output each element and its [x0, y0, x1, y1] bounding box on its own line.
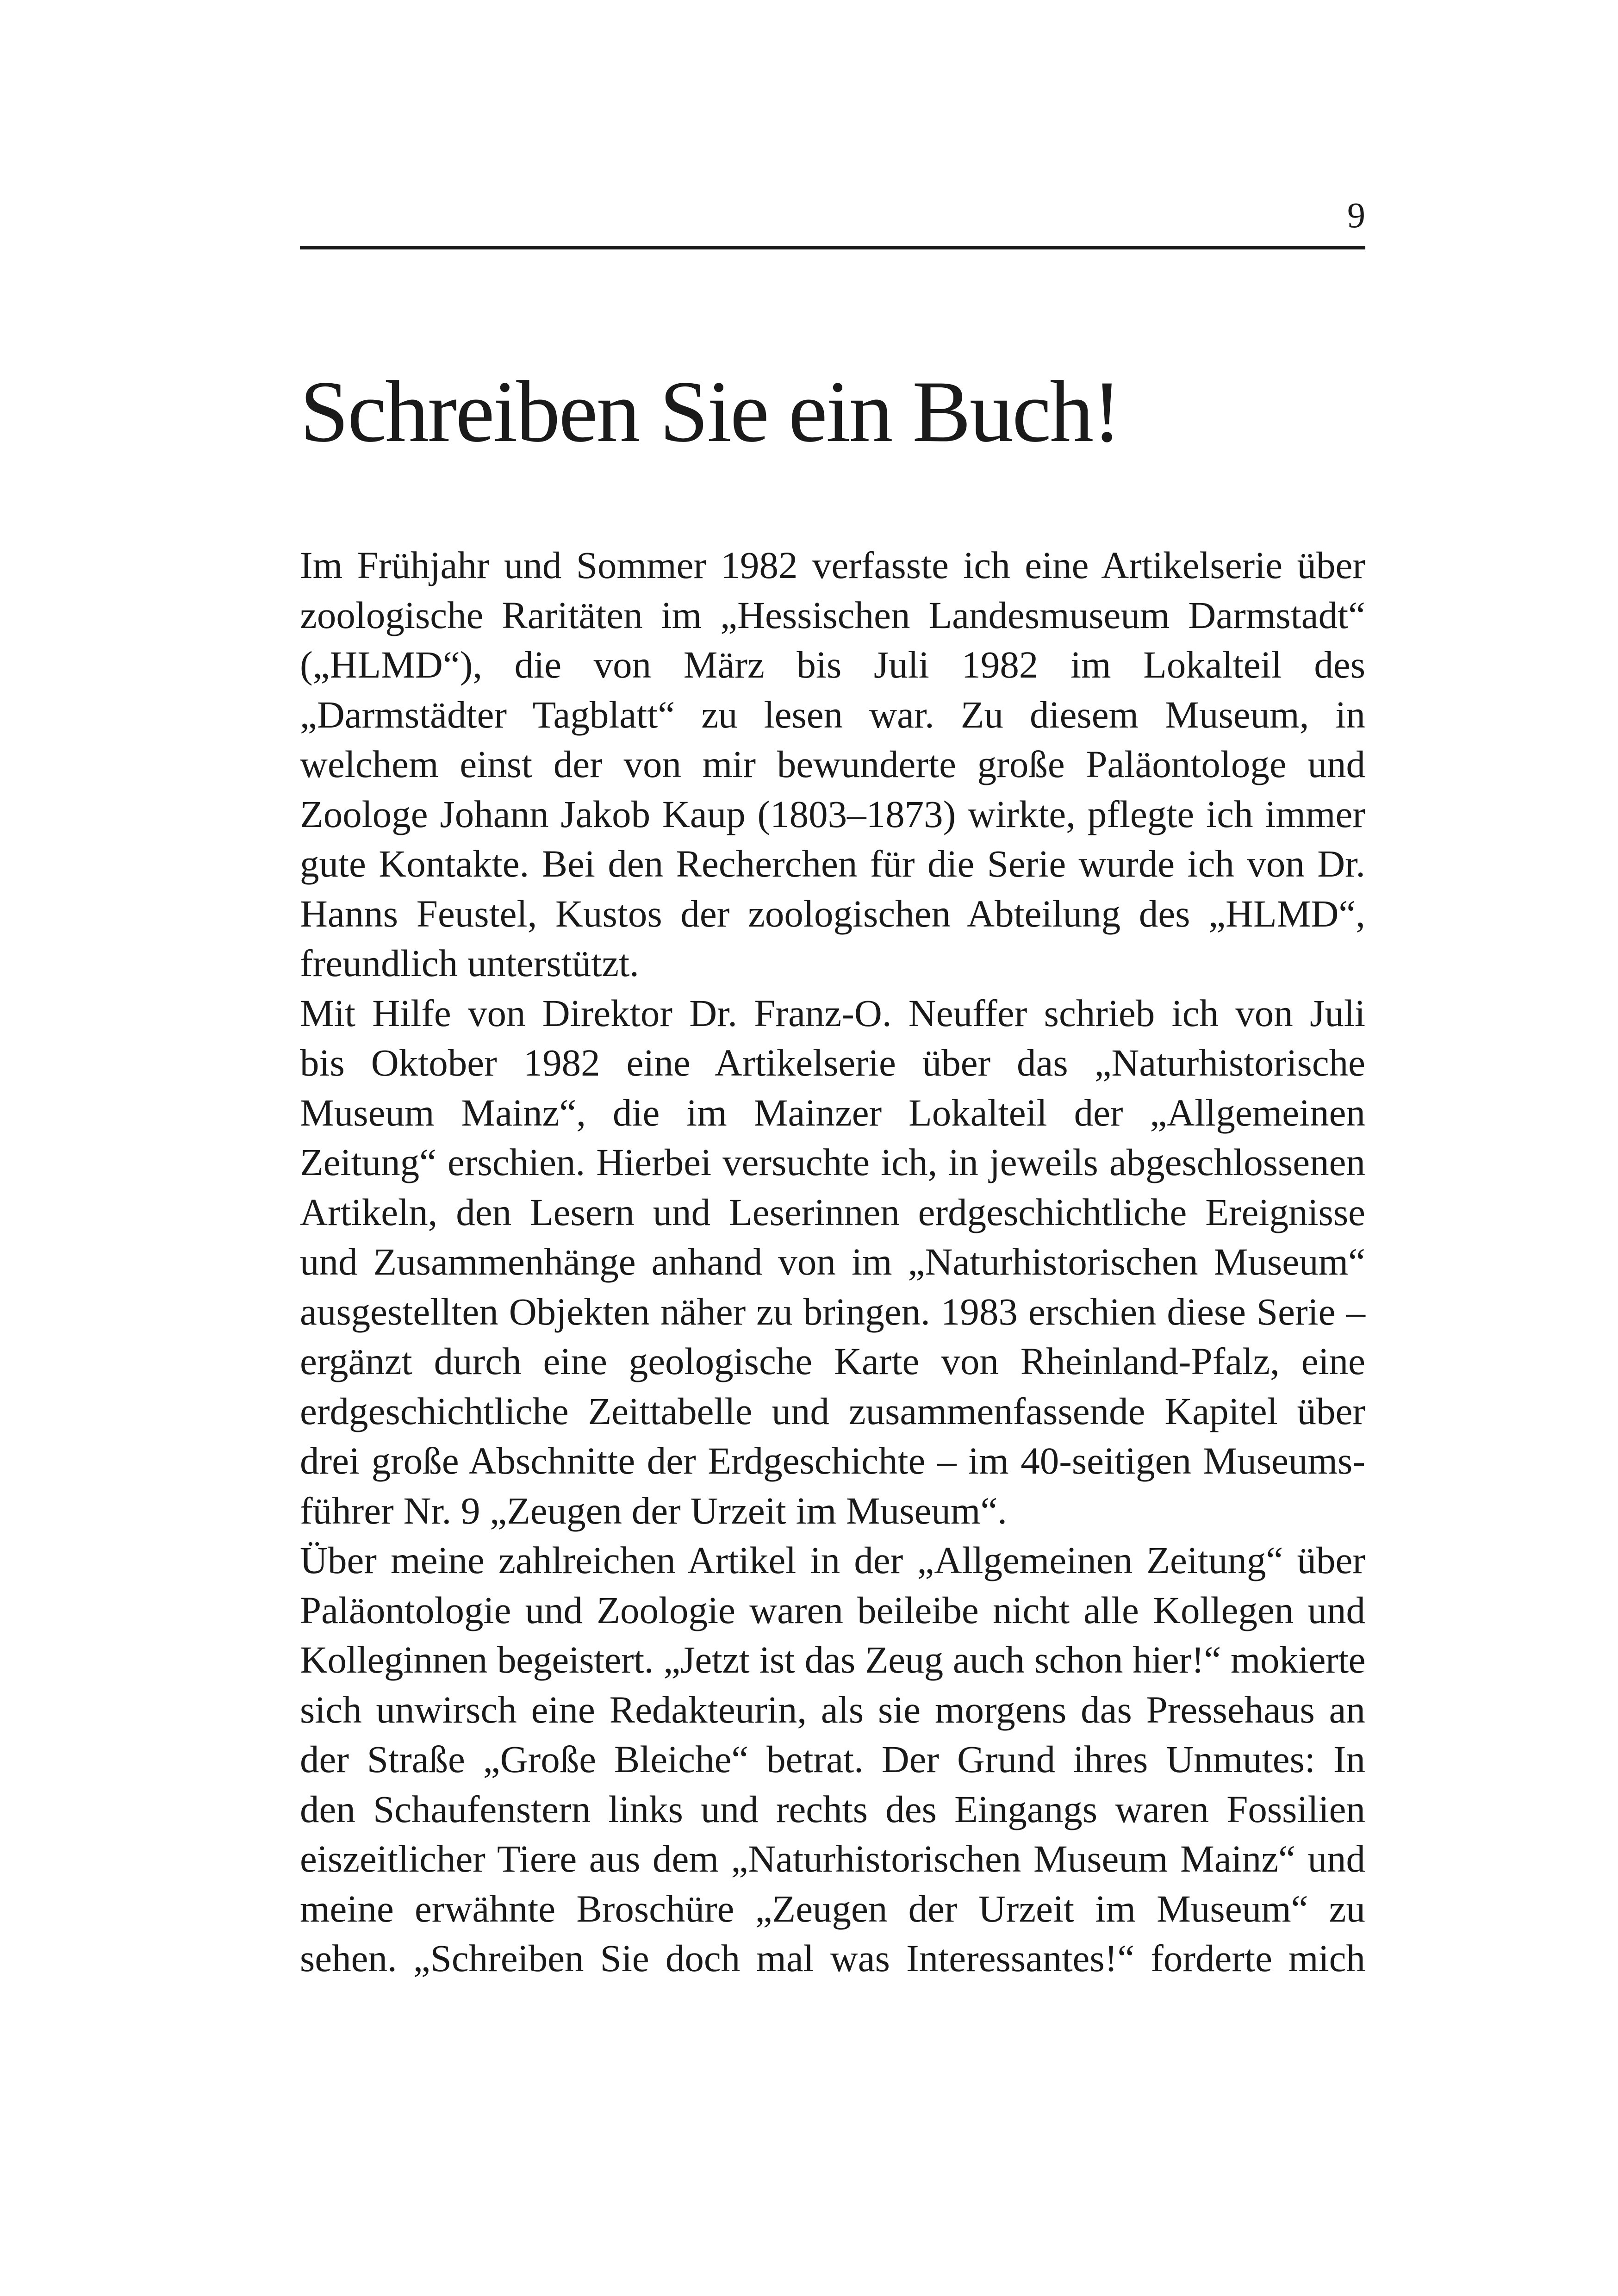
- text-line: gute Kontakte. Bei den Recherchen für die Serie wurde ich von Dr.: [300, 842, 1365, 885]
- text-line: den Schaufenstern links und rechts des Eingangs waren Fossilien: [300, 1787, 1365, 1830]
- chapter-title: Schreiben Sie ein Buch!: [300, 363, 1120, 460]
- text-line: Artikeln, den Lesern und Leserinnen erdgeschichtliche Ereignisse: [300, 1190, 1365, 1233]
- text-line: Im Frühjahr und Sommer 1982 verfasste ich eine Artikelserie über: [300, 544, 1365, 586]
- text-line: erdgeschichtliche Zeittabelle und zusammenfassende Kapitel über: [300, 1389, 1365, 1432]
- text-line: Museum Mainz“, die im Mainzer Lokalteil der „Allgemeinen: [300, 1091, 1365, 1134]
- text-line: bis Oktober 1982 eine Artikelserie über das „Naturhistorische: [300, 1041, 1365, 1084]
- text-line: sehen. „Schreiben Sie doch mal was Interessantes!“ forderte mich: [300, 1937, 1365, 1979]
- text-line: ergänzt durch eine geologische Karte von Rheinland-Pfalz, eine: [300, 1340, 1365, 1382]
- text-line: Kolleginnen begeistert. „Jetzt ist das Zeug auch schon hier!“ mokierte: [300, 1638, 1365, 1681]
- text-line: eiszeitlicher Tiere aus dem „Naturhistorischen Museum Mainz“ und: [300, 1837, 1365, 1880]
- text-line: freundlich unterstützt.: [300, 942, 639, 984]
- header-rule: [300, 246, 1365, 249]
- text-line: Paläontologie und Zoologie waren beileibe nicht alle Kollegen und: [300, 1588, 1365, 1631]
- body-text: [300, 541, 1365, 1984]
- text-line: sich unwirsch eine Redakteurin, als sie morgens das Pressehaus an: [300, 1688, 1365, 1731]
- text-line: („HLMD“), die von März bis Juli 1982 im Lokalteil des: [300, 643, 1365, 686]
- text-line: ausgestellten Objekten näher zu bringen. 1983 erschien diese Serie –: [300, 1290, 1365, 1333]
- text-line: zoologische Raritäten im „Hessischen Landesmuseum Darmstadt“: [300, 593, 1365, 636]
- text-line: welchem einst der von mir bewunderte große Paläontologe und: [300, 743, 1365, 785]
- text-line: der Straße „Große Bleiche“ betrat. Der Grund ihres Unmutes: In: [300, 1738, 1365, 1780]
- page-number: 9: [1347, 195, 1365, 235]
- text-line: drei große Abschnitte der Erdgeschichte – im 40-seitigen Museums-: [300, 1439, 1365, 1482]
- text-line: Zoologe Johann Jakob Kaup (1803–1873) wirkte, pflegte ich immer: [300, 792, 1365, 835]
- text-line: Mit Hilfe von Direktor Dr. Franz-O. Neuffer schrieb ich von Juli: [300, 991, 1365, 1034]
- text-line: Über meine zahlreichen Artikel in der „Allgemeinen Zeitung“ über: [300, 1539, 1365, 1581]
- text-line: führer Nr. 9 „Zeugen der Urzeit im Museum“.: [300, 1489, 1008, 1532]
- text-line: „Darmstädter Tagblatt“ zu lesen war. Zu diesem Museum, in: [300, 693, 1365, 736]
- text-line: meine erwähnte Broschüre „Zeugen der Urzeit im Museum“ zu: [300, 1887, 1365, 1930]
- text-line: und Zusammenhänge anhand von im „Naturhistorischen Museum“: [300, 1240, 1365, 1283]
- text-line: Zeitung“ erschien. Hierbei versuchte ich, in jeweils abgeschlossenen: [300, 1141, 1365, 1183]
- text-line: Hanns Feustel, Kustos der zoologischen Abteilung des „HLMD“,: [300, 892, 1365, 935]
